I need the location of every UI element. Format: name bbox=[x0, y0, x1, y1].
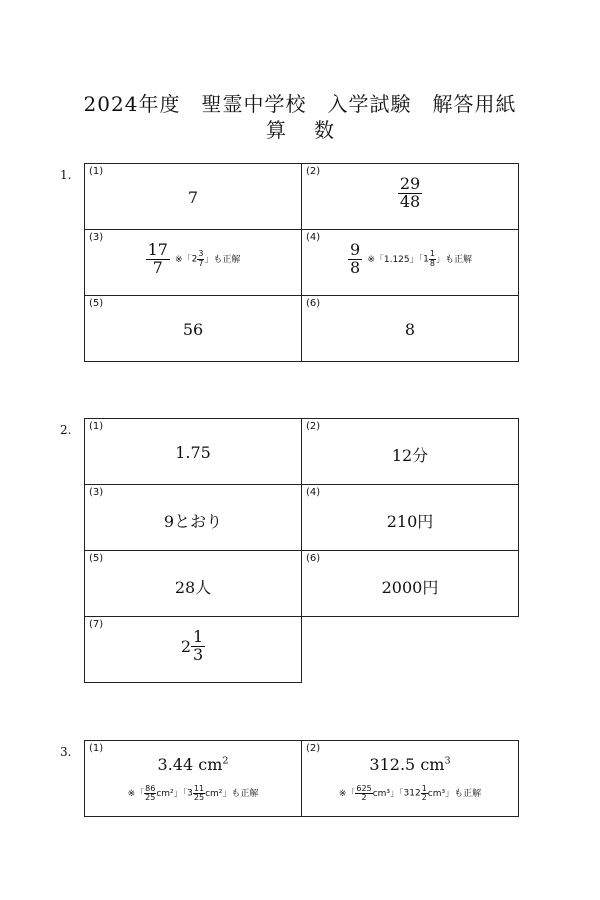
note-prefix: ※「1.125」「 bbox=[367, 254, 424, 265]
section-2-number: 2. bbox=[60, 423, 72, 437]
answer-cell-1-2 bbox=[301, 163, 519, 230]
alt-answer-note bbox=[175, 249, 241, 268]
numerator: 29 bbox=[399, 174, 421, 193]
question-label: (2) bbox=[306, 421, 321, 432]
answer-cell-2-2 bbox=[301, 418, 519, 485]
alt-whole: 3 bbox=[187, 788, 193, 799]
answer-cell-2-7 bbox=[84, 616, 302, 683]
answer-cell-2-4 bbox=[301, 484, 519, 551]
question-label: (3) bbox=[89, 232, 104, 243]
answer-value: 7 bbox=[187, 188, 199, 207]
numerator: 9 bbox=[350, 240, 361, 259]
section-3-number: 3. bbox=[60, 745, 72, 759]
question-label: (2) bbox=[306, 743, 321, 754]
note-suffix: 」も正解 bbox=[435, 254, 472, 265]
denominator: 48 bbox=[399, 191, 421, 211]
question-label: (3) bbox=[89, 487, 104, 498]
whole-part: 2 bbox=[180, 636, 191, 656]
alt-answer-note bbox=[367, 249, 472, 268]
alt-numerator: 3 bbox=[198, 249, 204, 259]
answer-text: 312.5 cm bbox=[369, 755, 445, 774]
answer-value: 28人 bbox=[174, 578, 212, 597]
denominator: 3 bbox=[193, 644, 204, 664]
alt-numerator-2: 1 bbox=[421, 783, 427, 793]
answer-value: 56 bbox=[182, 320, 204, 339]
alt-numerator: 625 bbox=[356, 783, 372, 793]
answer-value: 210円 bbox=[386, 512, 434, 531]
unit-exponent: 2 bbox=[222, 755, 229, 767]
answer-cell-1-6 bbox=[301, 295, 519, 362]
note-mid: cm³」「 bbox=[372, 789, 404, 799]
answer-fraction bbox=[302, 176, 518, 211]
answer-cell-2-6 bbox=[301, 550, 519, 617]
alt-denominator: 25 bbox=[145, 793, 156, 802]
answer-cell-2-1 bbox=[84, 418, 302, 485]
question-label: (1) bbox=[89, 166, 104, 177]
answer-value: 9とおり bbox=[163, 512, 223, 531]
answer-value bbox=[85, 755, 301, 774]
note-mid: cm²」「 bbox=[156, 789, 188, 799]
answer-cell-1-3 bbox=[84, 229, 302, 296]
question-label: (6) bbox=[306, 298, 321, 309]
answer-value: 1.75 bbox=[175, 443, 211, 462]
answer-mixed-number bbox=[85, 629, 301, 664]
answer-cell-2-3 bbox=[84, 484, 302, 551]
answer-cell-3-2 bbox=[301, 740, 519, 817]
page-title: 2024年度 聖霊中学校 入学試験 解答用紙 bbox=[83, 92, 517, 116]
denominator: 8 bbox=[350, 257, 361, 277]
note-suffix: cm²」も正解 bbox=[205, 789, 259, 799]
answer-cell-2-5 bbox=[84, 550, 302, 617]
note-prefix: ※「 bbox=[175, 254, 192, 265]
alt-answer-note bbox=[302, 783, 518, 802]
subject-title bbox=[0, 114, 600, 143]
denominator: 7 bbox=[152, 257, 163, 277]
alt-denominator: 7 bbox=[198, 258, 204, 268]
question-label: (4) bbox=[306, 487, 321, 498]
alt-numerator-2: 11 bbox=[193, 783, 205, 793]
question-label: (7) bbox=[89, 619, 104, 630]
alt-whole: 312 bbox=[403, 788, 421, 799]
note-prefix: ※「 bbox=[338, 789, 356, 799]
subject-char-2: 数 bbox=[314, 118, 334, 142]
answer-cell-1-5 bbox=[84, 295, 302, 362]
alt-whole: 2 bbox=[191, 254, 198, 265]
answer-fraction bbox=[85, 242, 301, 277]
alt-whole: 1 bbox=[423, 254, 429, 265]
alt-answer-note bbox=[85, 783, 301, 802]
question-label: (1) bbox=[89, 743, 104, 754]
alt-numerator: 86 bbox=[145, 783, 156, 793]
note-suffix: 」も正解 bbox=[204, 254, 241, 265]
alt-denominator-2: 25 bbox=[193, 793, 205, 802]
answer-cell-3-1 bbox=[84, 740, 302, 817]
section-1-number: 1. bbox=[60, 168, 72, 182]
subject-char-1: 算 bbox=[266, 118, 286, 142]
answer-value: 12分 bbox=[391, 446, 429, 465]
answer-fraction bbox=[302, 242, 518, 277]
question-label: (6) bbox=[306, 553, 321, 564]
answer-text: 3.44 cm bbox=[157, 755, 223, 774]
question-label: (4) bbox=[306, 232, 321, 243]
answer-value: 8 bbox=[404, 320, 416, 339]
question-label: (5) bbox=[89, 298, 104, 309]
numerator: 1 bbox=[193, 627, 204, 646]
alt-denominator-2: 2 bbox=[421, 793, 427, 802]
question-label: (2) bbox=[306, 166, 321, 177]
alt-denominator: 2 bbox=[361, 793, 367, 802]
answer-cell-1-4 bbox=[301, 229, 519, 296]
answer-cell-1-1 bbox=[84, 163, 302, 230]
alt-denominator: 8 bbox=[429, 258, 435, 268]
answer-value bbox=[302, 755, 518, 774]
numerator: 17 bbox=[147, 240, 168, 259]
alt-numerator: 1 bbox=[429, 249, 435, 259]
note-suffix: cm³」も正解 bbox=[427, 789, 482, 799]
question-label: (1) bbox=[89, 421, 104, 432]
unit-exponent: 3 bbox=[444, 755, 451, 767]
note-prefix: ※「 bbox=[127, 789, 145, 799]
answer-value: 2000円 bbox=[381, 578, 439, 597]
question-label: (5) bbox=[89, 553, 104, 564]
